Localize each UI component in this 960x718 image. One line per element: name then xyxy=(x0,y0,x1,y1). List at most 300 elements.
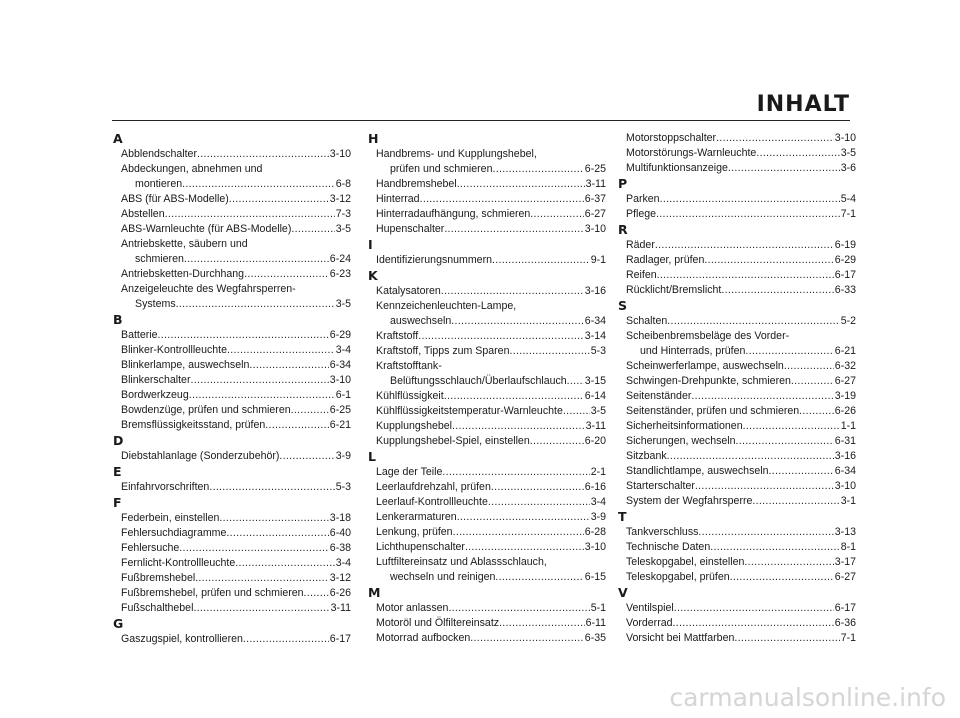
index-entry-text: Handbremshebel xyxy=(376,178,457,190)
index-entry xyxy=(113,449,351,464)
index-entry-text: Fußbremshebel xyxy=(121,572,196,584)
page-number: 6-38 xyxy=(329,542,351,554)
page-number: 6-28 xyxy=(584,526,606,538)
dot-leader xyxy=(184,252,329,267)
index-entry-text: Lichthupenschalter xyxy=(376,541,465,553)
index-entry-text: Diebstahlanlage (Sonderzubehör) xyxy=(121,450,280,462)
index-entry xyxy=(618,479,856,494)
index-entry xyxy=(618,616,856,631)
index-entry-text: Seitenständer, prüfen und schmieren xyxy=(626,405,800,417)
page-number: 3-10 xyxy=(834,132,856,144)
index-entry-text: Bordwerkzeug xyxy=(121,389,189,401)
index-entry xyxy=(368,419,606,434)
page-title: INHALT xyxy=(756,92,850,117)
index-entry xyxy=(368,631,606,646)
page-number: 3-19 xyxy=(834,390,856,402)
dot-leader xyxy=(752,494,839,509)
page-number: 6-1 xyxy=(335,389,351,401)
index-entry xyxy=(618,359,856,374)
page-number: 9-1 xyxy=(590,254,606,266)
index-entry-text: auswechseln xyxy=(390,315,452,327)
index-entry-text: Hinterrad xyxy=(376,193,420,205)
index-entry-text: Fehlersuchdiagramme xyxy=(121,527,227,539)
index-entry xyxy=(368,616,606,631)
index-entry-text: Starterschalter xyxy=(626,480,695,492)
index-entry-text: Anzeigeleuchte des Wegfahrsperren- xyxy=(121,283,296,295)
dot-leader xyxy=(691,389,833,404)
index-entry-text: Scheibenbremsbeläge des Vorder- xyxy=(626,330,790,342)
page-number: 6-23 xyxy=(329,268,351,280)
index-entry-text: Pflege xyxy=(626,208,657,220)
index-entry-text: Räder xyxy=(626,239,655,251)
index-entry xyxy=(113,328,351,343)
dot-leader xyxy=(657,268,834,283)
index-entry-text: Lenkung, prüfen xyxy=(376,526,453,538)
page-number: 3-5 xyxy=(590,405,606,417)
index-entry-text: Federbein, einstellen xyxy=(121,512,220,524)
dot-leader xyxy=(698,525,833,540)
index-entry xyxy=(368,147,606,177)
dot-leader xyxy=(655,238,834,253)
page-number: 3-10 xyxy=(584,541,606,553)
dot-leader xyxy=(195,571,329,586)
index-entry xyxy=(368,192,606,207)
index-entry xyxy=(113,601,351,616)
index-letter-heading: G xyxy=(113,616,124,631)
page-number: 3-15 xyxy=(584,375,606,387)
page-number: 3-14 xyxy=(584,330,606,342)
dot-leader xyxy=(176,297,335,312)
dot-leader xyxy=(745,344,833,359)
index-letter-heading: M xyxy=(368,585,381,600)
index-entry xyxy=(368,510,606,525)
page-number: 1-1 xyxy=(840,420,856,432)
index-entry-text: Motorstoppschalter xyxy=(626,132,717,144)
index-entry-text: Sicherheitsinformationen xyxy=(626,420,743,432)
index-entry-text: Technische Daten xyxy=(626,541,711,553)
page-number: 6-32 xyxy=(834,360,856,372)
dot-leader xyxy=(730,570,834,585)
index-entry-text: wechseln und reinigen xyxy=(390,571,496,583)
page-number: 2-1 xyxy=(590,466,606,478)
index-entry-text: Fehlersuche xyxy=(121,542,180,554)
index-letter-heading: K xyxy=(368,268,378,283)
dot-leader xyxy=(291,222,334,237)
index-entry xyxy=(618,329,856,359)
index-entry-text: Kupplungshebel-Spiel, einstellen xyxy=(376,435,530,447)
index-letter-heading: V xyxy=(618,585,628,600)
index-letter-heading: P xyxy=(618,176,628,191)
dot-leader xyxy=(667,449,834,464)
dot-leader xyxy=(457,177,585,192)
index-entry xyxy=(618,419,856,434)
index-entry xyxy=(368,495,606,510)
dot-leader xyxy=(530,207,584,222)
index-letter-heading: B xyxy=(113,312,123,327)
index-entry-text: Kühlflüssigkeitstemperatur-Warnleuchte xyxy=(376,405,563,417)
dot-leader xyxy=(209,480,334,495)
dot-leader xyxy=(441,284,584,299)
page-number: 6-33 xyxy=(834,284,856,296)
index-entry-text: Rücklicht/Bremslicht xyxy=(626,284,722,296)
page-number: 7-1 xyxy=(840,208,856,220)
index-letter-heading: S xyxy=(618,298,628,313)
page-number: 7-3 xyxy=(335,208,351,220)
index-entry xyxy=(618,131,856,146)
index-entry xyxy=(113,373,351,388)
index-entry-text: System der Wegfahrsperre xyxy=(626,495,753,507)
page-number: 3-13 xyxy=(834,526,856,538)
index-entry-text: Ventilspiel xyxy=(626,602,674,614)
dot-leader xyxy=(457,510,590,525)
index-entry xyxy=(113,192,351,207)
index-entry-text: Katalysatoren xyxy=(376,285,441,297)
page-number: 3-12 xyxy=(329,193,351,205)
page-number: 3-4 xyxy=(590,496,606,508)
page-number: 3-16 xyxy=(834,450,856,462)
dot-leader xyxy=(226,526,328,541)
dot-leader xyxy=(667,314,839,329)
page-number: 7-1 xyxy=(840,632,856,644)
dot-leader xyxy=(530,434,584,449)
index-entry-text: Systems xyxy=(135,298,176,310)
index-entry xyxy=(368,222,606,237)
index-entry xyxy=(368,480,606,495)
index-entry xyxy=(618,464,856,479)
index-entry xyxy=(113,586,351,601)
index-entry-text: Antriebskette, säubern und xyxy=(121,238,248,250)
page-number: 6-21 xyxy=(834,345,856,357)
index-entry-text: Vorderrad xyxy=(626,617,673,629)
index-entry xyxy=(113,403,351,418)
index-entry xyxy=(368,601,606,616)
index-entry xyxy=(618,238,856,253)
index-entry xyxy=(368,344,606,359)
dot-leader xyxy=(243,632,329,647)
dot-leader xyxy=(499,616,585,631)
dot-leader xyxy=(235,556,334,571)
page-number: 6-27 xyxy=(834,375,856,387)
index-entry-text: Blinker-Kontrollleuchte xyxy=(121,344,227,356)
dot-leader xyxy=(444,389,584,404)
index-entry-text: Bowdenzüge, prüfen und schmieren xyxy=(121,404,291,416)
index-letter-heading: I xyxy=(368,237,373,252)
index-entry-text: Kraftstofftank- xyxy=(376,360,442,372)
page-number: 5-3 xyxy=(590,345,606,357)
index-entry-text: Scheinwerferlampe, auswechseln xyxy=(626,360,784,372)
dot-leader xyxy=(448,601,589,616)
dot-leader xyxy=(418,329,584,344)
dot-leader xyxy=(265,418,329,433)
index-entry xyxy=(618,494,856,509)
dot-leader xyxy=(470,631,584,646)
page-number: 3-18 xyxy=(329,512,351,524)
dot-leader xyxy=(734,631,839,646)
page-number: 6-14 xyxy=(584,390,606,402)
page-number: 6-11 xyxy=(585,617,606,629)
index-entry-text: Tankverschluss xyxy=(626,526,699,538)
page-number: 3-17 xyxy=(834,556,856,568)
index-entry xyxy=(368,404,606,419)
page-number: 6-29 xyxy=(329,329,351,341)
index-entry xyxy=(618,570,856,585)
index-entry-text: Leerlauf-Kontrollleuchte xyxy=(376,496,488,508)
title-divider xyxy=(112,120,850,121)
page-number: 6-34 xyxy=(834,465,856,477)
dot-leader xyxy=(736,434,834,449)
page-number: 3-10 xyxy=(584,223,606,235)
index-entry xyxy=(368,465,606,480)
index-entry-text: Kupplungshebel xyxy=(376,420,452,432)
index-entry xyxy=(368,359,606,389)
index-letter-heading: D xyxy=(113,433,124,448)
page-number: 6-26 xyxy=(834,405,856,417)
dot-leader xyxy=(784,359,834,374)
page-number: 6-29 xyxy=(834,254,856,266)
index-entry-text: Teleskopgabel, prüfen xyxy=(626,571,730,583)
dot-leader xyxy=(673,616,834,631)
index-letter-heading: T xyxy=(618,509,627,524)
dot-leader xyxy=(465,540,584,555)
page-number: 6-35 xyxy=(584,632,606,644)
page-number: 6-15 xyxy=(584,571,606,583)
page-number: 3-10 xyxy=(329,374,351,386)
dot-leader xyxy=(791,374,834,389)
index-entry xyxy=(113,222,351,237)
dot-leader xyxy=(674,601,834,616)
dot-leader xyxy=(710,540,839,555)
dot-leader xyxy=(721,283,833,298)
index-entry-text: Blinkerschalter xyxy=(121,374,191,386)
index-letter-heading: R xyxy=(618,222,628,237)
dot-leader xyxy=(453,525,584,540)
index-entry xyxy=(368,389,606,404)
index-entry xyxy=(618,146,856,161)
dot-leader xyxy=(189,388,335,403)
index-entry xyxy=(113,237,351,267)
index-entry xyxy=(368,299,606,329)
dot-leader xyxy=(219,511,328,526)
index-entry-text: prüfen und schmieren xyxy=(390,163,493,175)
index-entry-text: Vorsicht bei Mattfarben xyxy=(626,632,735,644)
page-number: 5-2 xyxy=(840,315,856,327)
dot-leader xyxy=(563,404,590,419)
index-entry-text: Hinterradaufhängung, schmieren xyxy=(376,208,531,220)
page-number: 6-34 xyxy=(329,359,351,371)
page-number: 6-20 xyxy=(584,435,606,447)
index-entry xyxy=(618,389,856,404)
index-entry xyxy=(368,525,606,540)
index-entry-text: Teleskopgabel, einstellen xyxy=(626,556,745,568)
index-entry-text: Motorrad aufbocken xyxy=(376,632,471,644)
dot-leader xyxy=(190,373,328,388)
dot-leader xyxy=(656,207,840,222)
watermark: carmanualsonline.info xyxy=(669,683,946,712)
dot-leader xyxy=(744,555,833,570)
dot-leader xyxy=(444,222,583,237)
index-entry-text: Parken xyxy=(626,193,660,205)
index-entry xyxy=(113,418,351,433)
index-entry xyxy=(368,177,606,192)
index-letter-heading: E xyxy=(113,464,122,479)
dot-leader xyxy=(495,570,583,585)
page-number: 3-4 xyxy=(335,344,351,356)
page-number: 6-37 xyxy=(584,193,606,205)
index-entry xyxy=(113,267,351,282)
page-number: 3-10 xyxy=(834,480,856,492)
dot-leader xyxy=(492,253,590,268)
dot-leader xyxy=(488,495,590,510)
index-entry xyxy=(618,207,856,222)
page-number: 6-16 xyxy=(584,481,606,493)
dot-leader xyxy=(452,419,585,434)
page-number: 3-10 xyxy=(329,148,351,160)
index-entry-text: Radlager, prüfen xyxy=(626,254,705,266)
index-entry xyxy=(113,571,351,586)
index-entry xyxy=(113,388,351,403)
index-entry-text: Abblendschalter xyxy=(121,148,197,160)
index-entry-text: Belüftungsschlauch/Überlaufschlauch xyxy=(390,375,567,387)
page-number: 6-19 xyxy=(834,239,856,251)
index-entry-text: Standlichtlampe, auswechseln xyxy=(626,465,769,477)
index-entry xyxy=(618,314,856,329)
dot-leader xyxy=(716,131,834,146)
page-number: 6-40 xyxy=(329,527,351,539)
page-number: 3-11 xyxy=(585,420,606,432)
index-entry xyxy=(113,207,351,222)
index-entry-text: Fußbremshebel, prüfen und schmieren xyxy=(121,587,304,599)
index-entry xyxy=(113,358,351,373)
dot-leader xyxy=(695,479,834,494)
dot-leader xyxy=(165,207,335,222)
index-entry xyxy=(618,540,856,555)
index-entry-text: ABS (für ABS-Modelle) xyxy=(121,193,229,205)
page-number: 3-9 xyxy=(335,450,351,462)
page-number: 3-1 xyxy=(840,495,856,507)
index-entry-text: und Hinterrads, prüfen xyxy=(640,345,746,357)
index-letter-heading: A xyxy=(113,131,123,146)
index-entry xyxy=(113,147,351,162)
dot-leader xyxy=(660,192,840,207)
index-entry xyxy=(618,404,856,419)
index-letter-heading: L xyxy=(368,449,376,464)
page-number: 5-4 xyxy=(840,193,856,205)
page-number: 3-16 xyxy=(584,285,606,297)
index-entry-text: Antriebsketten-Durchhang xyxy=(121,268,245,280)
dot-leader xyxy=(158,328,329,343)
index-entry-text: Motorstörungs-Warnleuchte xyxy=(626,147,757,159)
index-entry xyxy=(618,268,856,283)
index-column-3 xyxy=(618,131,856,646)
dot-leader xyxy=(728,161,840,176)
page-number: 3-11 xyxy=(330,602,351,614)
page-number: 3-12 xyxy=(329,572,351,584)
index-entry-text: Lenkerarmaturen xyxy=(376,511,457,523)
dot-leader xyxy=(244,267,329,282)
page-number: 5-1 xyxy=(590,602,606,614)
index-entry xyxy=(368,540,606,555)
page-number: 3-5 xyxy=(335,298,351,310)
index-entry xyxy=(368,555,606,585)
index-entry-text: Fernlicht-Kontrollleuchte xyxy=(121,557,236,569)
index-entry-text: Schwingen-Drehpunkte, schmieren xyxy=(626,375,791,387)
index-entry-text: Kraftstoff, Tipps zum Sparen xyxy=(376,345,510,357)
page-number: 6-17 xyxy=(834,602,856,614)
index-entry xyxy=(618,283,856,298)
index-entry-text: Blinkerlampe, auswechseln xyxy=(121,359,250,371)
dot-leader xyxy=(193,601,329,616)
dot-leader xyxy=(304,586,329,601)
dot-leader xyxy=(509,344,589,359)
index-entry xyxy=(113,343,351,358)
index-entry-text: Bremsflüssigkeitsstand, prüfen xyxy=(121,419,266,431)
page-number: 3-11 xyxy=(585,178,606,190)
index-entry-text: Seitenständer xyxy=(626,390,692,402)
dot-leader xyxy=(279,449,334,464)
dot-leader xyxy=(492,162,583,177)
page-number: 3-5 xyxy=(335,223,351,235)
index-entry xyxy=(618,192,856,207)
index-letter-heading: H xyxy=(368,131,379,146)
index-entry-text: Leerlaufdrehzahl, prüfen xyxy=(376,481,491,493)
index-entry xyxy=(368,434,606,449)
page-number: 6-36 xyxy=(834,617,856,629)
dot-leader xyxy=(197,147,329,162)
dot-leader xyxy=(704,253,833,268)
dot-leader xyxy=(491,480,584,495)
page-number: 3-4 xyxy=(335,557,351,569)
index-entry xyxy=(113,632,351,647)
index-entry xyxy=(113,541,351,556)
page-number: 6-21 xyxy=(329,419,351,431)
dot-leader xyxy=(249,358,328,373)
index-entry xyxy=(618,555,856,570)
index-entry-text: Luftfiltereinsatz und Ablassschlauch, xyxy=(376,556,547,568)
index-entry-text: Handbrems- und Kupplungshebel, xyxy=(376,148,537,160)
index-entry-text: Fußschalthebel xyxy=(121,602,194,614)
index-entry-text: Sitzbank xyxy=(626,450,667,462)
index-entry-text: Batterie xyxy=(121,329,158,341)
page-number: 6-25 xyxy=(584,163,606,175)
page-number: 3-6 xyxy=(840,162,856,174)
index-entry xyxy=(368,284,606,299)
page-number: 5-3 xyxy=(335,481,351,493)
index-entry-text: Motoröl und Ölfiltereinsatz xyxy=(376,617,500,629)
index-entry-text: Kühlflüssigkeit xyxy=(376,390,444,402)
page-number: 6-8 xyxy=(335,178,351,190)
index-entry-text: Kraftstoff xyxy=(376,330,419,342)
index-column-2 xyxy=(368,131,606,646)
index-entry xyxy=(113,282,351,312)
index-entry-text: Einfahrvorschriften xyxy=(121,481,210,493)
dot-leader xyxy=(229,192,329,207)
index-entry-text: schmieren xyxy=(135,253,184,265)
index-entry xyxy=(368,253,606,268)
index-entry-text: Hupenschalter xyxy=(376,223,445,235)
index-entry-text: Identifizierungsnummern xyxy=(376,254,492,266)
index-entry xyxy=(618,434,856,449)
index-entry-text: Kennzeichenleuchten-Lampe, xyxy=(376,300,517,312)
index-entry xyxy=(618,631,856,646)
page-number: 8-1 xyxy=(840,541,856,553)
page-number: 6-26 xyxy=(329,587,351,599)
index-entry xyxy=(618,525,856,540)
dot-leader xyxy=(182,177,335,192)
index-entry-text: Schalten xyxy=(626,315,668,327)
index-entry-text: Abdeckungen, abnehmen und xyxy=(121,163,263,175)
page-number: 6-25 xyxy=(329,404,351,416)
index-column-1 xyxy=(113,131,351,647)
